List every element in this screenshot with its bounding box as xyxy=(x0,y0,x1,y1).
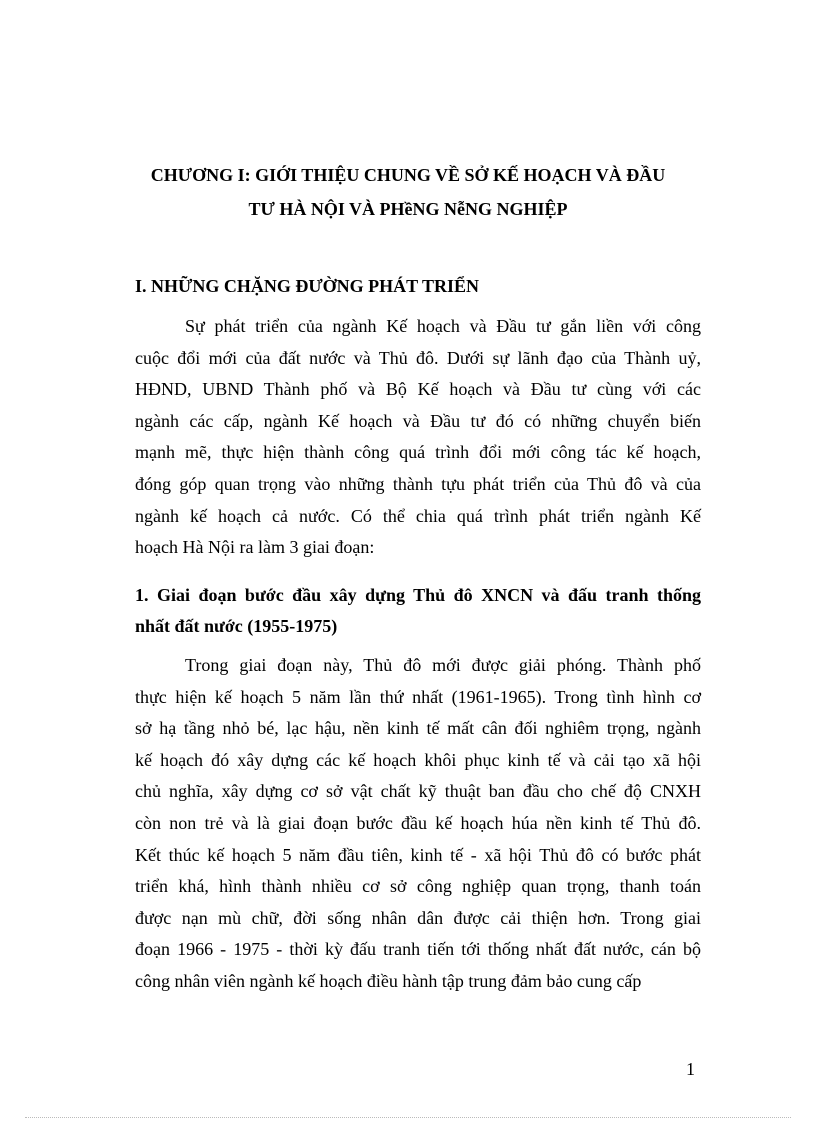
chapter-title xyxy=(100,158,716,226)
paragraph-line: Kết thúc kế hoạch 5 năm đầu tiên, kinh tế - xã hội Thủ đô có bước phát xyxy=(135,844,701,865)
paragraph-line: sở hạ tầng nhỏ bé, lạc hậu, nền kinh tế mất cân đối nghiêm trọng, ngành xyxy=(135,718,701,739)
paragraph-line: triển khá, hình thành nhiều cơ sở công nghiệp quan trọng, thanh toán xyxy=(135,876,701,897)
section-heading: I. NHỮNG CHẶNG ĐƯỜNG PHÁT TRIỂN xyxy=(135,276,480,296)
paragraph-line: thực hiện kế hoạch 5 năm lần thứ nhất (1961-1965). Trong tình hình cơ xyxy=(135,686,701,707)
paragraph-2 xyxy=(135,650,701,998)
subsection-heading xyxy=(135,580,701,642)
page-bottom-divider xyxy=(25,1117,791,1118)
paragraph-line: HĐND, UBND Thành phố và Bộ Kế hoạch và Đầu tư cùng với các xyxy=(135,379,701,400)
paragraph-line: ngành các cấp, ngành Kế hoạch và Đầu tư đó có những chuyển biến xyxy=(135,410,701,431)
paragraph-line: còn non trẻ và là giai đoạn bước đầu kế hoạch húa nền kinh tế Thủ đô. xyxy=(135,812,701,833)
chapter-title-line-1: CHƯƠNG I: GIỚI THIỆU CHUNG VỀ SỞ KẾ HOẠCH VÀ ĐẦU xyxy=(150,165,666,185)
paragraph-line: đóng góp quan trọng vào những thành tựu phát triển của Thủ đô và của xyxy=(135,473,701,494)
paragraph-1 xyxy=(135,311,701,564)
paragraph-line: được nạn mù chữ, đời sống nhân dân được cải thiện hơn. Trong giai xyxy=(135,907,701,928)
paragraph-line: mạnh mẽ, thực hiện thành công quá trình đổi mới công tác kế hoạch, xyxy=(135,442,701,463)
paragraph-line: công nhân viên ngành kế hoạch điều hành tập trung đảm bảo cung cấp xyxy=(135,970,642,991)
subsection-heading-line-1: 1. Giai đoạn bước đầu xây dựng Thủ đô XNCN và đấu tranh thống xyxy=(135,585,701,605)
paragraph-line: kế hoạch đó xây dựng các kế hoạch khôi phục kinh tế và cải tạo xã hội xyxy=(135,749,701,770)
paragraph-line: cuộc đổi mới của đất nước và Thủ đô. Dưới sự lãnh đạo của Thành uỷ, xyxy=(135,347,701,368)
paragraph-line: chủ nghĩa, xây dựng cơ sở vật chất kỹ thuật ban đầu cho chế độ CNXH xyxy=(135,781,701,802)
paragraph-line: đoạn 1966 - 1975 - thời kỳ đấu tranh tiến tới thống nhất đất nước, cán bộ xyxy=(135,939,701,960)
paragraph-line: hoạch Hà Nội ra làm 3 giai đoạn: xyxy=(135,537,375,558)
chapter-title-line-2: TƯ HÀ NỘI VÀ PHềNG NễNG NGHIỆP xyxy=(248,199,568,219)
paragraph-line: ngành kế hoạch cả nước. Có thể chia quá trình phát triển ngành Kế xyxy=(135,505,701,526)
subsection-heading-line-2: nhất đất nước (1955-1975) xyxy=(135,616,338,636)
paragraph-line: Trong giai đoạn này, Thủ đô mới được giải phóng. Thành phố xyxy=(185,655,701,675)
paragraph-line: Sự phát triển của ngành Kế hoạch và Đầu tư gắn liền với công xyxy=(185,316,701,336)
page-number: 1 xyxy=(686,1059,695,1079)
